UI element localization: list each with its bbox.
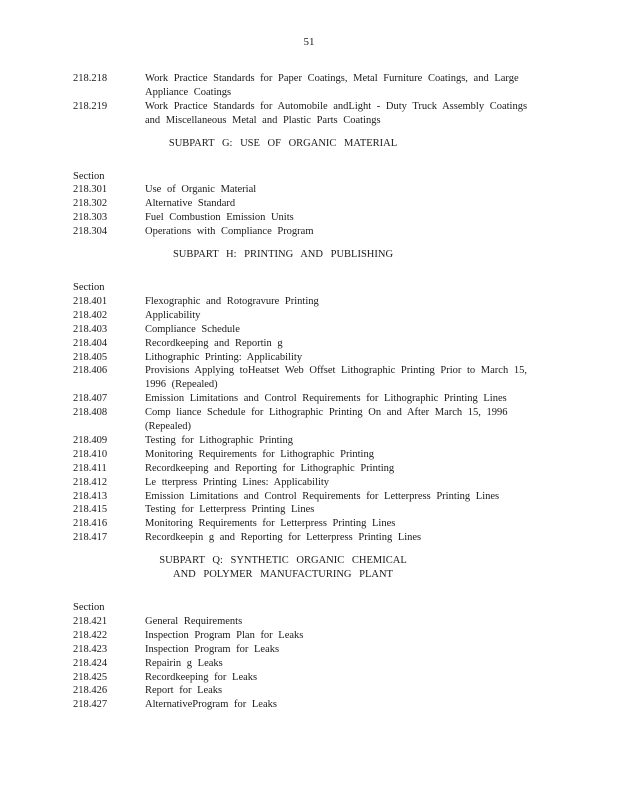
section-entry	[73, 323, 543, 337]
section-number: 218.301	[73, 184, 108, 196]
subpart-heading-line: SUBPART Q: SYNTHETIC ORGANIC CHEMICAL	[159, 555, 407, 567]
section-entry	[73, 531, 543, 545]
subpart-group	[73, 137, 543, 239]
section-entry	[73, 100, 543, 128]
section-title: Flexographic and Rotogravure Printing	[145, 295, 319, 307]
subpart-group	[73, 72, 543, 128]
section-number: 218.421	[73, 615, 108, 627]
section-title: Applicability	[145, 309, 201, 321]
section-label: Section	[73, 170, 105, 182]
section-number: 218.426	[73, 685, 108, 697]
section-title: Recordkeeping and Reportin g	[145, 337, 283, 349]
section-label: Section	[73, 602, 105, 613]
subpart-heading-line: SUBPART G: USE OF ORGANIC MATERIAL	[168, 137, 398, 149]
section-title: AlternativeProgram for Leaks	[145, 699, 277, 711]
section-title: Emission Limitations and Control Requirements for Lithographic Printing Lines	[145, 393, 507, 405]
section-number: 218.404	[73, 337, 108, 349]
section-entry	[73, 448, 543, 462]
subpart-heading-line: SUBPART H: PRINTING AND PUBLISHING	[172, 249, 394, 261]
section-number: 218.403	[73, 323, 108, 335]
section-number: 218.413	[73, 490, 108, 502]
section-entry	[73, 643, 543, 657]
section-title: Operations with Compliance Program	[145, 226, 314, 238]
section-title: Inspection Program Plan for Leaks	[145, 629, 304, 641]
section-number: 218.411	[73, 462, 107, 474]
section-entry	[73, 183, 543, 197]
table-of-contents	[73, 72, 543, 712]
section-title: Fuel Combustion Emission Units	[145, 212, 294, 224]
section-entry	[73, 490, 543, 504]
section-title: Monitoring Requirements for Letterpress Printing Lines	[145, 518, 396, 530]
section-entry	[73, 351, 543, 365]
section-title: Monitoring Requirements for Lithographic Printing	[145, 448, 374, 460]
section-entry	[73, 503, 543, 517]
section-number: 218.408	[73, 407, 108, 419]
section-number: 218.407	[73, 393, 108, 405]
section-number: 218.409	[73, 434, 108, 446]
section-entry	[73, 671, 543, 685]
section-entry	[73, 197, 543, 211]
section-number: 218.425	[73, 671, 108, 683]
section-title: Recordkeeping and Reporting for Lithographic Printing	[145, 462, 395, 474]
section-number: 218.422	[73, 629, 108, 641]
section-number: 218.412	[73, 476, 108, 488]
subpart-group	[73, 554, 543, 712]
section-number: 218.304	[73, 226, 108, 238]
section-number: 218.405	[73, 351, 108, 363]
section-number: 218.303	[73, 212, 108, 224]
subpart-heading-line: AND POLYMER MANUFACTURING PLANT	[173, 569, 393, 581]
section-entry	[73, 476, 543, 490]
section-entry	[73, 295, 543, 309]
section-entry	[73, 406, 543, 434]
section-title: Le tterpress Printing Lines: Applicability	[145, 476, 330, 488]
section-entry	[73, 309, 543, 323]
section-number: 218.416	[73, 518, 108, 530]
section-entry	[73, 629, 543, 643]
section-entry	[73, 337, 543, 351]
section-entry	[73, 434, 543, 448]
section-title: Recordkeepin g and Reporting for Letterpress Printing Lines	[145, 532, 422, 544]
section-entry	[73, 211, 543, 225]
section-entry	[73, 657, 543, 671]
section-title: Emission Limitations and Control Requirements for Letterpress Printing Lines	[145, 490, 500, 502]
section-number: 218.402	[73, 309, 108, 321]
section-number: 218.401	[73, 295, 108, 307]
section-entry	[73, 462, 543, 476]
section-title: Report for Leaks	[145, 685, 223, 697]
section-title: Alternative Standard	[145, 198, 236, 210]
page-number: 51	[303, 36, 315, 48]
subpart-heading	[73, 248, 543, 262]
section-title: Use of Organic Material	[145, 184, 257, 196]
section-title: Provisions Applying toHeatset Web Offset Lithographic Printing Prior to March 15, 1996 (Repealed)	[145, 365, 527, 391]
section-title: Inspection Program for Leaks	[145, 643, 280, 655]
section-label: Section	[73, 281, 105, 293]
section-number: 218.410	[73, 448, 108, 460]
section-number: 218.415	[73, 504, 108, 516]
section-number: 218.427	[73, 699, 108, 711]
section-entry	[73, 517, 543, 531]
section-number: 218.417	[73, 532, 108, 544]
section-number: 218.423	[73, 643, 108, 655]
section-entry	[73, 698, 543, 712]
section-title: Work Practice Standards for Paper Coatings, Metal Furniture Coatings, and Large Appliance Coatings	[145, 73, 519, 98]
section-number: 218.302	[73, 198, 108, 210]
section-entry	[73, 72, 543, 100]
section-title: Testing for Letterpress Printing Lines	[145, 504, 315, 516]
section-title: Repairin g Leaks	[145, 657, 223, 669]
subpart-heading	[73, 554, 543, 582]
section-entry	[73, 684, 543, 698]
section-title: Testing for Lithographic Printing	[145, 434, 293, 446]
section-number: 218.406	[73, 365, 108, 377]
section-title: Comp liance Schedule for Lithographic Printing On and After March 15, 1996 (Repealed)	[145, 407, 508, 433]
section-title: Lithographic Printing: Applicability	[145, 351, 303, 363]
section-number: 218.424	[73, 657, 108, 669]
section-title: Work Practice Standards for Automobile andLight - Duty Truck Assembly Coatings and Miscellaneous Metal and Plastic Parts Coatings	[145, 100, 528, 126]
section-title: General Requirements	[145, 615, 243, 627]
section-title: Recordkeeping for Leaks	[145, 671, 258, 683]
section-number: 218.218	[73, 73, 108, 84]
section-entry	[73, 225, 543, 239]
subpart-group	[73, 248, 543, 545]
section-entry	[73, 615, 543, 629]
section-number: 218.219	[73, 100, 108, 112]
subpart-heading	[73, 137, 543, 151]
section-entry	[73, 364, 543, 392]
section-title: Compliance Schedule	[145, 323, 240, 335]
section-entry	[73, 392, 543, 406]
